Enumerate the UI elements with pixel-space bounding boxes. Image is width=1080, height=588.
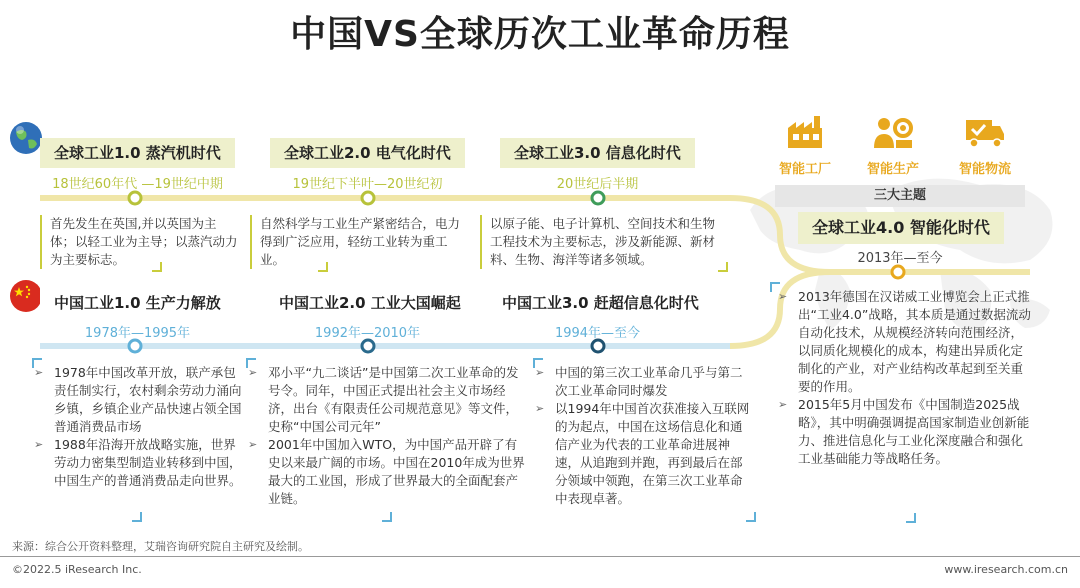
bracket-corner xyxy=(718,262,728,272)
list-item: ➢ 2001年中国加入WTO，为中国产品开辟了有史以来最广阔的市场。中国在2010年成为世界最大的工业国，形成了世界最大的全面配套产业链。 xyxy=(248,436,526,508)
global-3-text: 以原子能、电子计算机、空间技术和生物工程技术为主要标志，涉及新能源、新材料、生物、海洋等诸多领域。 xyxy=(480,215,720,269)
list-item: ➢ 2015年5月中国发布《中国制造2025战略》，其中明确强调提高国家制造业创新能力、推进信息化与工业化深度融合和强化工业基础能力等战略任务。 xyxy=(778,396,1033,468)
china-3-bullets xyxy=(535,364,750,508)
industry40-label: 全球工业4.0 智能化时代 xyxy=(798,212,1004,244)
list-item: ➢ 1988年沿海开放战略实施，世界劳动力密集型制造业转移到中国，中国生产的普通消费品走向世界。 xyxy=(34,436,244,490)
globe-icon xyxy=(8,120,44,156)
bracket-corner xyxy=(132,512,142,522)
list-item: ➢ 邓小平“九二谈话”是中国第二次工业革命的发号令。同年，中国正式提出社会主义市场经济，出台《有限责任公司规范意见》等文件，史称“中国公司元年” xyxy=(248,364,526,436)
bracket-corner xyxy=(746,512,756,522)
worker-gear-icon xyxy=(872,114,914,150)
china-1-label: 中国工业1.0 生产力解放 xyxy=(40,288,235,318)
theme-label: 智能生产 xyxy=(866,162,919,177)
china-1-bullets xyxy=(34,364,244,490)
page-title: 中国VS全球历次工业革命历程 xyxy=(290,14,790,55)
bracket-corner xyxy=(318,262,328,272)
global-2-label: 全球工业2.0 电气化时代 xyxy=(270,138,465,168)
bracket-corner xyxy=(152,262,162,272)
global-1-text: 首先发生在英国,并以英国为主体；以轻工业为主导；以蒸汽动力为主要标志。 xyxy=(40,215,240,269)
industry40-bullets xyxy=(778,288,1033,468)
china-node-3 xyxy=(592,340,604,352)
theme-smart-factory xyxy=(770,114,840,177)
global-2-date: 19世纪下半叶—20世纪初 xyxy=(292,177,443,192)
china-flag-icon xyxy=(8,278,44,314)
china-2-bullets xyxy=(248,364,526,508)
theme-label: 智能物流 xyxy=(958,162,1011,177)
global-node-1 xyxy=(129,192,141,204)
global-2-text: 自然科学与工业生产紧密结合，电力得到广泛应用，轻纺工业转为重工业。 xyxy=(250,215,460,269)
list-item: ➢ 以1994年中国首次获准接入互联网的为起点，中国在这场信息化和通信产业为代表的工业革命进展神速，从追跑到并跑，再到最后在部分领域中领跑，在第三次工业革命中表现卓著。 xyxy=(535,400,750,508)
industry40-date: 2013年—至今 xyxy=(857,251,943,266)
global-3-date: 20世纪后半期 xyxy=(556,177,639,192)
china-3-date: 1994年—至今 xyxy=(554,326,641,341)
theme-label: 智能工厂 xyxy=(778,162,831,177)
list-item: ➢ 中国的第三次工业革命几乎与第二次工业革命同时爆发 xyxy=(535,364,750,400)
bracket-corner xyxy=(382,512,392,522)
theme-smart-production xyxy=(858,114,928,177)
source-note: 来源：综合公开资料整理，艾瑞咨询研究院自主研究及绘制。 xyxy=(12,540,309,553)
copyright: ©2022.5 iResearch Inc. xyxy=(12,563,142,576)
three-themes-header: 三大主题 xyxy=(775,185,1025,207)
china-2-date: 1992年—2010年 xyxy=(314,326,421,341)
global-1-date: 18世纪60年代 —19世纪中期 xyxy=(52,177,223,192)
list-item: ➢ 1978年中国改革开放，联产承包责任制实行，农村剩余劳动力涌向乡镇，乡镇企业产品快速占领全国普通消费品市场 xyxy=(34,364,244,436)
china-node-1 xyxy=(129,340,141,352)
industry40-node xyxy=(892,266,904,278)
china-2-label: 中国工业2.0 工业大国崛起 xyxy=(265,288,475,318)
global-node-3 xyxy=(592,192,604,204)
china-node-2 xyxy=(362,340,374,352)
website-link[interactable]: www.iresearch.com.cn xyxy=(944,563,1068,576)
factory-icon xyxy=(784,114,826,150)
china-3-label: 中国工业3.0 赶超信息化时代 xyxy=(488,288,713,318)
global-1-label: 全球工业1.0 蒸汽机时代 xyxy=(40,138,235,168)
truck-check-icon xyxy=(964,114,1006,150)
footer-divider xyxy=(0,556,1080,557)
theme-smart-logistics xyxy=(950,114,1020,177)
global-3-label: 全球工业3.0 信息化时代 xyxy=(500,138,695,168)
global-node-2 xyxy=(362,192,374,204)
china-1-date: 1978年—1995年 xyxy=(84,326,191,341)
bracket-corner xyxy=(906,513,916,523)
list-item: ➢ 2013年德国在汉诺威工业博览会上正式推出“工业4.0”战略，其本质是通过数据流动自动化技术，从规模经济转向范围经济，以同质化规模化的成本，构建出异质化定制化的产业，对产业结构改革起到至关重要的作用。 xyxy=(778,288,1033,396)
